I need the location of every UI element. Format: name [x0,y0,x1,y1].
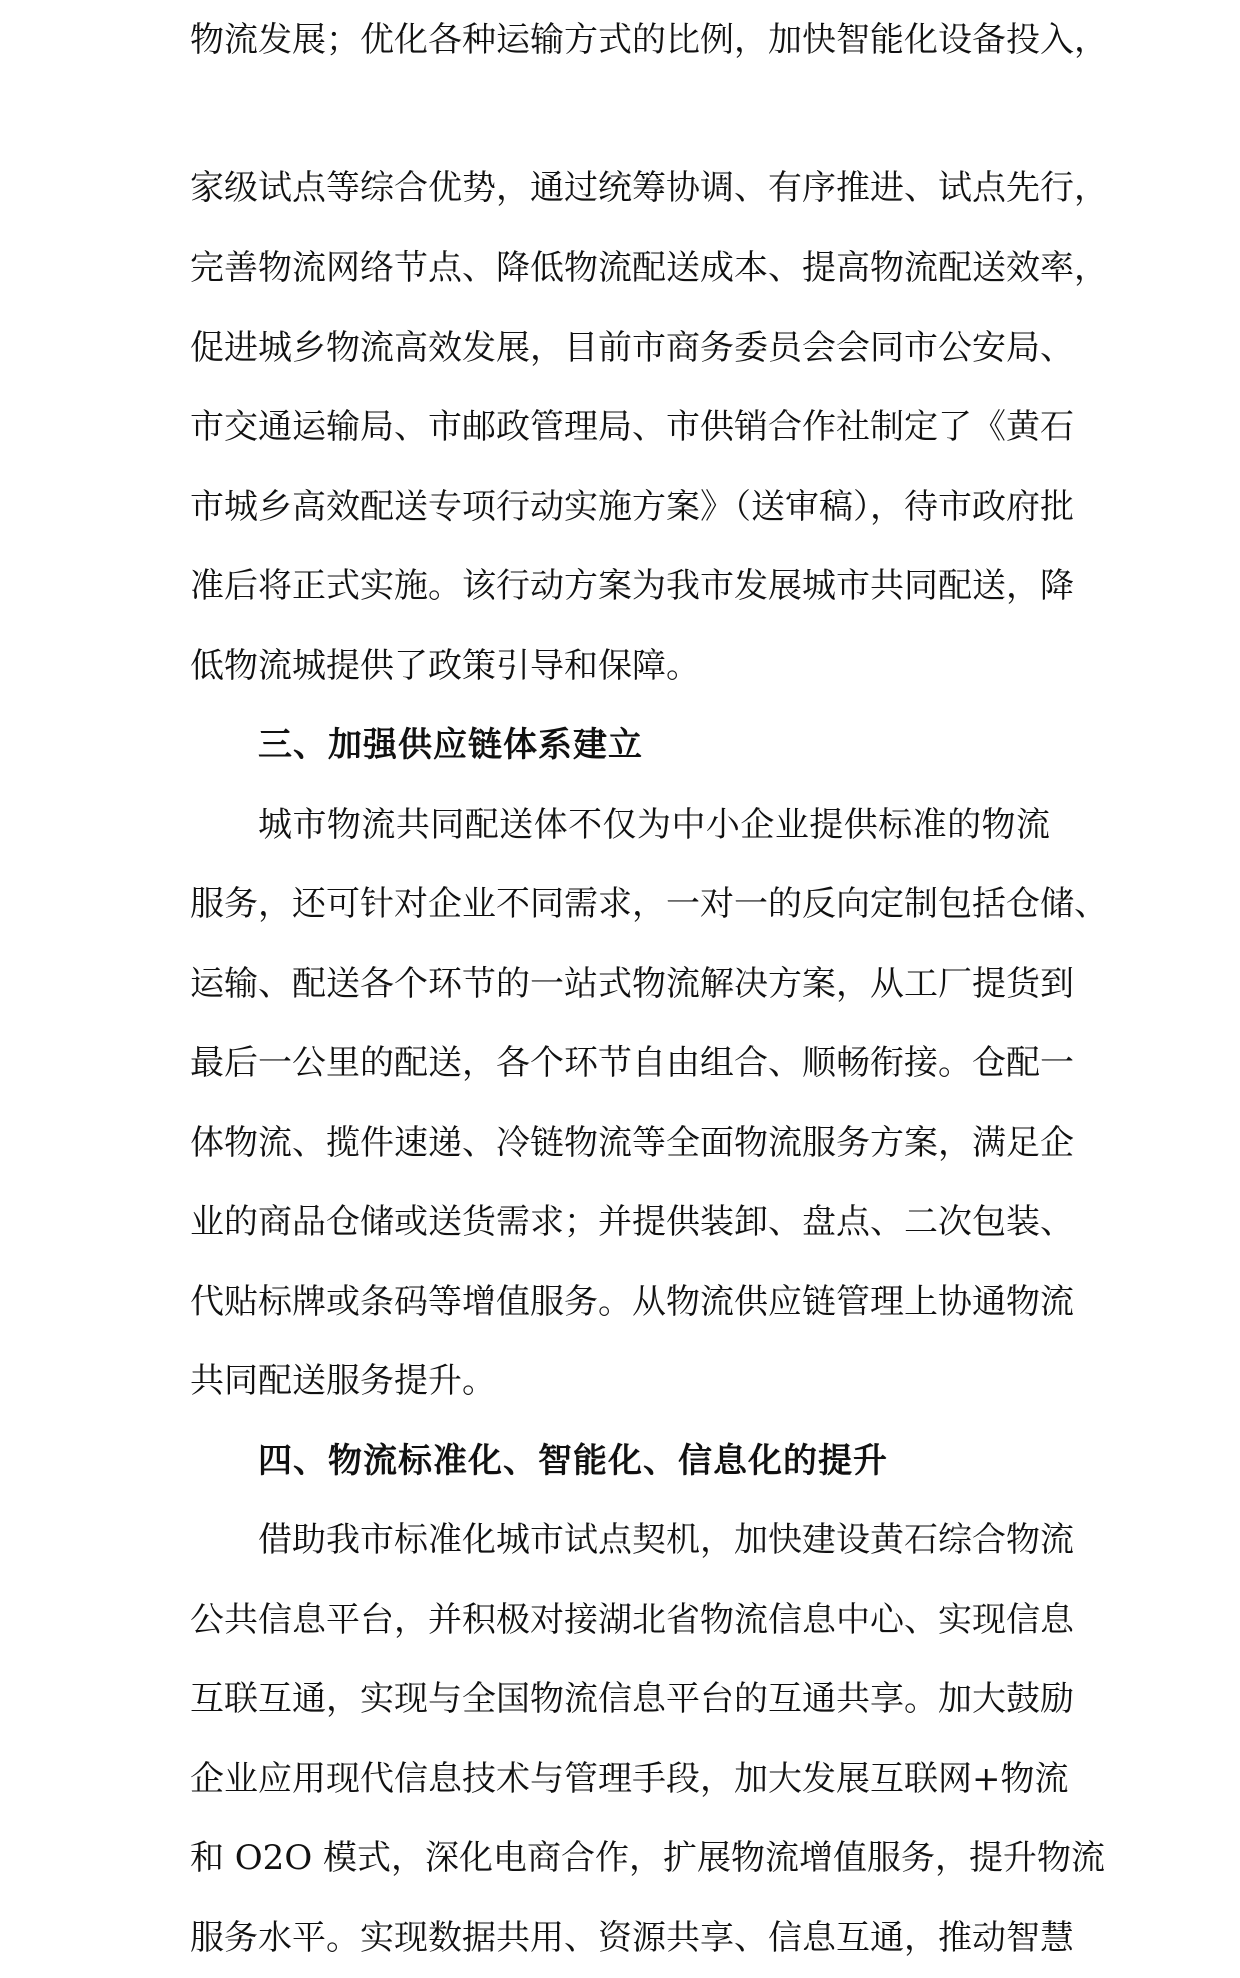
body-text-line: 低物流城提供了政策引导和保障。 [190,646,700,686]
body-text-line: 公共信息平台，并积极对接湖北省物流信息中心、实现信息 [190,1600,1074,1640]
body-text-line: 市交通运输局、市邮政管理局、市供销合作社制定了《黄石 [190,407,1074,447]
section-heading: 三、加强供应链体系建立 [258,725,643,765]
body-text-line: 借助我市标准化城市试点契机，加快建设黄石综合物流 [258,1520,1074,1560]
body-text-line: 服务水平。实现数据共用、资源共享、信息互通，推动智慧 [190,1918,1074,1958]
body-text-line: 体物流、揽件速递、冷链物流等全面物流服务方案，满足企 [190,1123,1074,1163]
body-text-line: 业的商品仓储或送货需求；并提供装卸、盘点、二次包装、 [190,1202,1074,1242]
body-text-line: 物流发展；优化各种运输方式的比例，加快智能化设备投入， [190,20,1108,60]
body-text-line: 城市物流共同配送体不仅为中小企业提供标准的物流 [258,805,1050,845]
body-text-line: 共同配送服务提升。 [190,1361,496,1401]
body-text-line: 企业应用现代信息技术与管理手段，加大发展互联网+物流 [190,1759,1069,1799]
body-text-line: 代贴标牌或条码等增值服务。从物流供应链管理上协通物流 [190,1282,1074,1322]
body-text-line: 家级试点等综合优势，通过统筹协调、有序推进、试点先行， [190,168,1108,208]
body-text-line: 促进城乡物流高效发展，目前市商务委员会会同市公安局、 [190,328,1074,368]
body-text-line: 服务，还可针对企业不同需求，一对一的反向定制包括仓储、 [190,884,1108,924]
section-heading: 四、物流标准化、智能化、信息化的提升 [258,1441,888,1481]
body-text-line: 市城乡高效配送专项行动实施方案》（送审稿），待市政府批 [190,487,1074,527]
body-text-line: 准后将正式实施。该行动方案为我市发展城市共同配送，降 [190,566,1074,606]
body-text-line: 完善物流网络节点、降低物流配送成本、提高物流配送效率， [190,248,1108,288]
body-text-line: 和 O2O 模式，深化电商合作，扩展物流增值服务，提升物流 [190,1838,1105,1878]
body-text-line: 运输、配送各个环节的一站式物流解决方案，从工厂提货到 [190,964,1074,1004]
body-text-line: 最后一公里的配送，各个环节自由组合、顺畅衔接。仓配一 [190,1043,1074,1083]
body-text-line: 互联互通，实现与全国物流信息平台的互通共享。加大鼓励 [190,1679,1074,1719]
